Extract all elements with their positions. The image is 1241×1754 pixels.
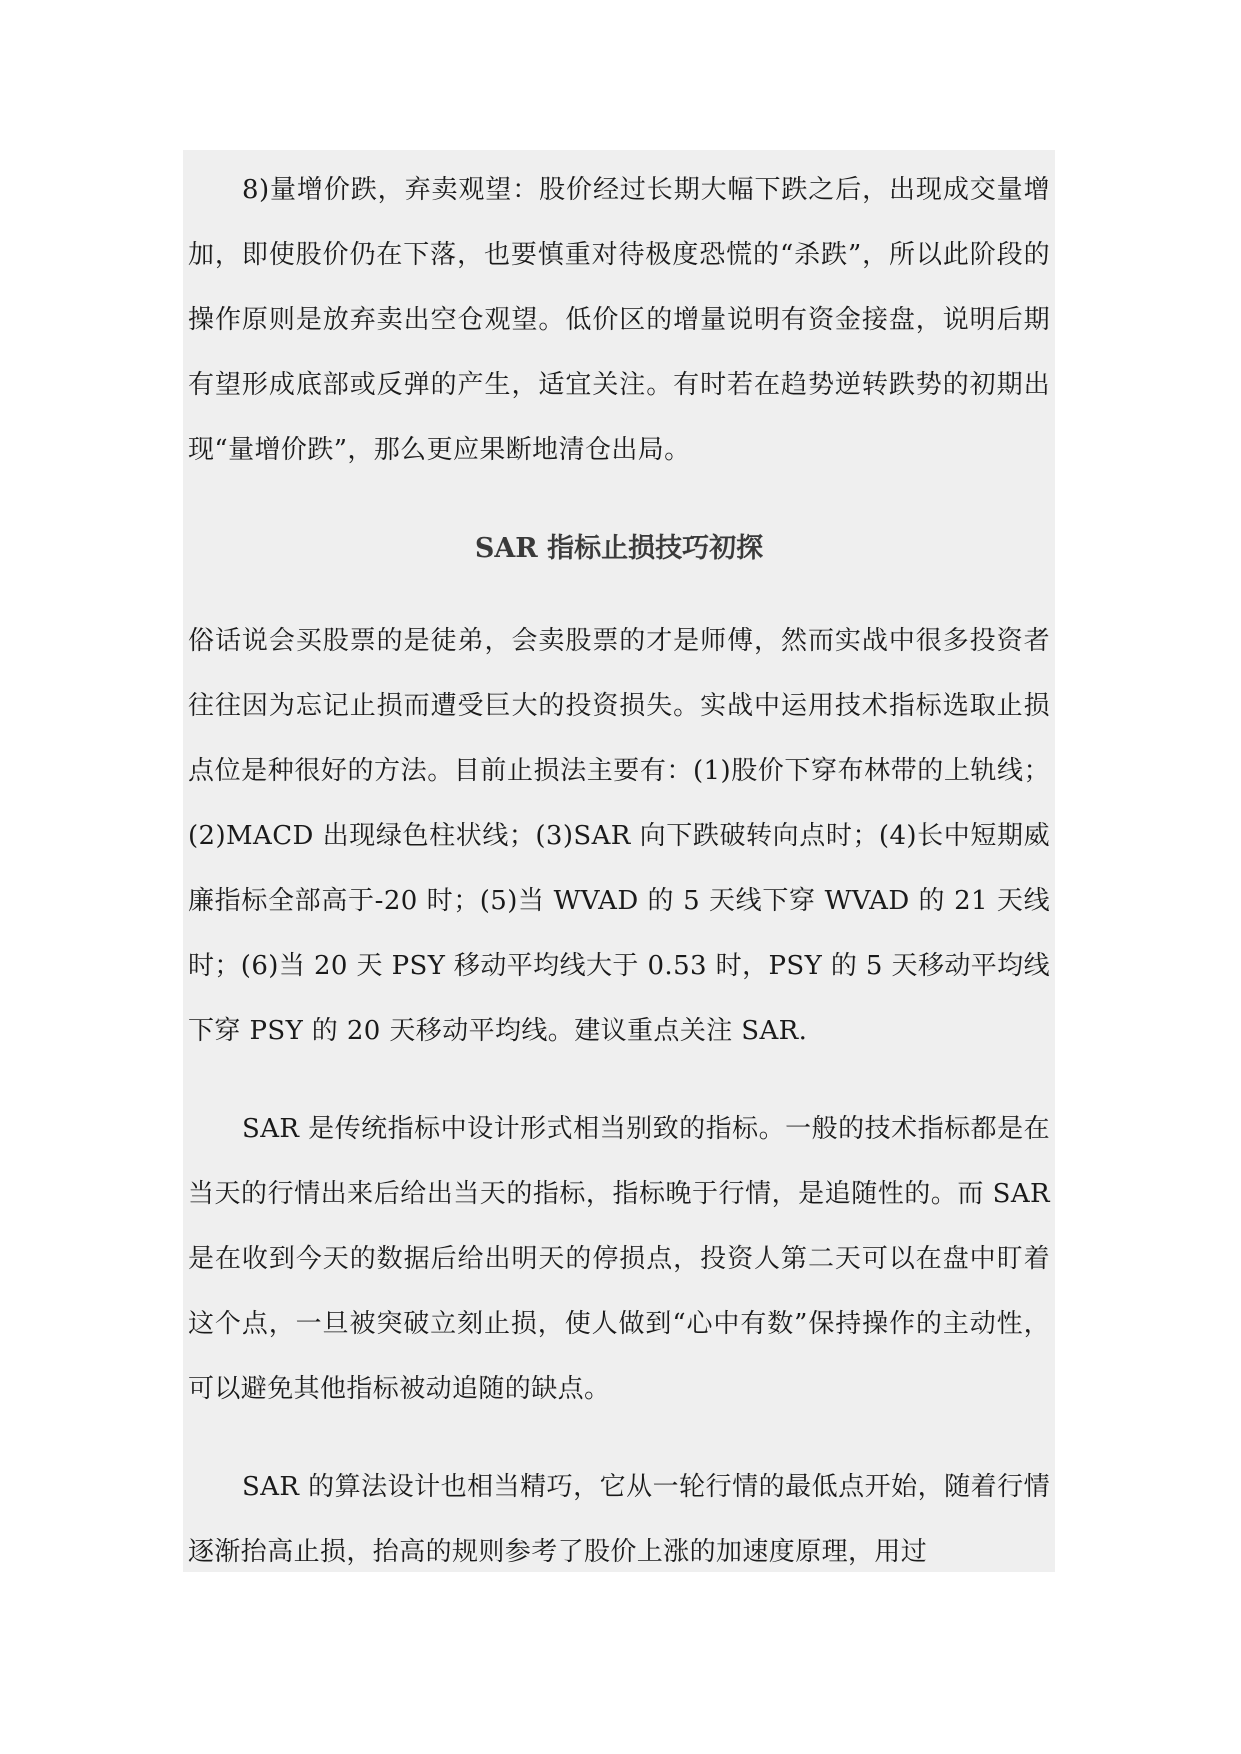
document-text-block	[183, 150, 1055, 1572]
spacer	[188, 1422, 1050, 1455]
paragraph-sar-algorithm: SAR 的算法设计也相当精巧，它从一轮行情的最低点开始，随着行情逐渐抬高止损，抬高的规则参考了股价上涨的加速度原理，用过	[188, 1472, 1050, 1567]
spacer	[188, 483, 1050, 516]
paragraph-volume-up-price-down: 8)量增价跌，弃卖观望：股价经过长期大幅下跌之后，出现成交量增加，即使股价仍在下落，也要慎重对待极度恐慌的“杀跌”，所以此阶段的操作原则是放弃卖出空仓观望。低价区的增量说明有资金接盘，说明后期有望形成底部或反弹的产生，适宜关注。有时若在趋势逆转跌势的初期出现“量增价跌”，那么更应果断地清仓出局。	[188, 175, 1050, 465]
spacer	[188, 581, 1050, 609]
paragraph-sar-design: SAR 是传统指标中设计形式相当别致的指标。一般的技术指标都是在当天的行情出来后给出当天的指标，指标晚于行情，是追随性的。而 SAR 是在收到今天的数据后给出明天的停损点，投资人第二天可以在盘中盯着这个点，一旦被突破立刻止损，使人做到“心中有数”保持操作的主动性，可以避免其他指标被动追随的缺点。	[188, 1114, 1050, 1404]
spacer	[188, 1064, 1050, 1097]
section-heading: SAR 指标止损技巧初探	[474, 533, 764, 564]
paragraph-stop-loss-intro: 俗话说会买股票的是徒弟，会卖股票的才是师傅，然而实战中很多投资者往往因为忘记止损而遭受巨大的投资损失。实战中运用技术指标选取止损点位是种很好的方法。目前止损法主要有：(1)股价下穿布林带的上轨线；(2)MACD 出现绿色柱状线；(3)SAR 向下跌破转向点时；(4)长中短期威廉指标全部高于-20 时；(5)当 WVAD 的 5 天线下穿 WVAD 的 21 天线时；(6)当 20 天 PSY 移动平均线大于 0.53 时，PSY 的 5 天移动平均线下穿 PSY 的 20 天移动平均线。建议重点关注 SAR.	[188, 626, 1050, 1046]
